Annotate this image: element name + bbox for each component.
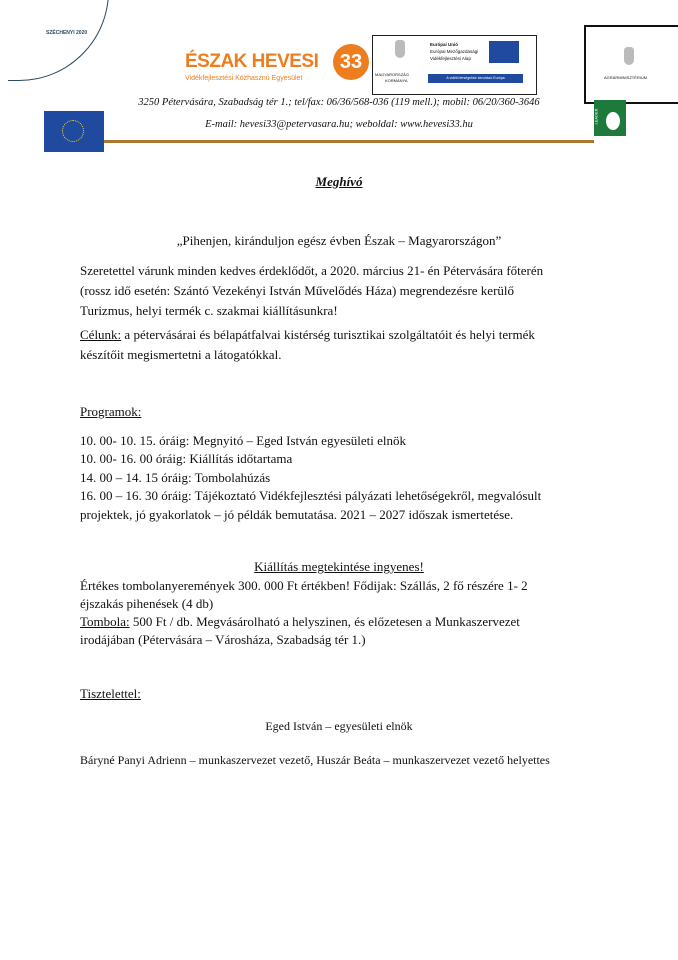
- number-badge: 33: [333, 44, 369, 80]
- program-item: projektek, jó gyakorlatok – jó példák bemutatása. 2021 – 2027 időszak ismertetése.: [80, 507, 514, 522]
- programs-heading: Programok:: [80, 404, 142, 419]
- goal-line: készítőit megismertetni a látogatókkal.: [80, 347, 282, 362]
- staff-line: Báryné Panyi Adrienn – munkaszervezet vezető, Huszár Beáta – munkaszervezet vezető helyettes: [80, 753, 550, 767]
- eszak-hevesi-logo: ÉSZAK HEVESI Vidékfejlesztési Közhasznú Egyesület 33: [185, 44, 371, 102]
- coat-of-arms-icon: [624, 47, 634, 65]
- free-entry-note: Kiállítás megtekintése ingyenes!: [254, 559, 424, 574]
- eu-fund-box: MAGYARORSZÁG KORMÁNYA Európai Unió Európai Mezőgazdasági Vidékfejlesztési Alap A vidéki térségekbe beruházó Európa: [372, 35, 537, 95]
- eszak-hevesi-title: ÉSZAK HEVESI: [185, 51, 319, 72]
- tombola-line: irodájában (Pétervására – Városháza, Szabadság tér 1.): [80, 632, 366, 647]
- goal-line: Célunk: a pétervásárai és bélapátfalvai kistérség turisztikai szolgáltatóit és helyi termék: [80, 327, 535, 342]
- document-title: Meghívó: [315, 174, 363, 189]
- prizes-line: Értékes tombolanyeremények 300. 000 Ft értékben! Fődijak: Szállás, 2 fő részére 1- 2: [80, 578, 528, 593]
- coat-of-arms-icon: [395, 40, 405, 58]
- intro-line: Szeretettel várunk minden kedves érdeklődőt, a 2020. március 21- én Pétervására főterén: [80, 263, 544, 278]
- szechenyi-logo: SZÉCHENYI 2020: [8, 0, 109, 81]
- eu-flag: [44, 111, 104, 152]
- header-rule: [104, 140, 594, 143]
- tombola-line: Tombola: 500 Ft / db. Megvásárolható a helyszinen, és előzetesen a Munkaszervezet: [80, 614, 520, 629]
- eu-flag-icon: [489, 41, 519, 63]
- ministry-logo: AGRÁRMINISZTÉRIUM: [584, 25, 678, 104]
- prizes-line: éjszakás pihenések (4 db): [80, 596, 214, 611]
- address-line: 3250 Pétervására, Szabadság tér 1.; tel/fax: 06/36/568-036 (119 mell.); mobil: 06/20/360-3646: [138, 97, 540, 108]
- contact-line: E-mail: hevesi33@petervasara.hu; weboldal: www.hevesi33.hu: [205, 119, 473, 130]
- signatory: Eged István – egyesületi elnök: [265, 719, 413, 733]
- leader-logo: LEADER: [594, 100, 626, 136]
- program-item: 10. 00- 16. 00 óráig: Kiállítás időtartama: [80, 451, 293, 466]
- program-item: 16. 00 – 16. 30 óráig: Tájékoztató Vidékfejlesztési pályázati lehetőségekről, megvalósult: [80, 488, 542, 503]
- program-item: 14. 00 – 14. 15 óráig: Tombolahúzás: [80, 470, 271, 485]
- closing: Tisztelettel:: [80, 686, 141, 701]
- program-item: 10. 00- 10. 15. óráig: Megnyitó – Eged István egyesületi elnök: [80, 433, 407, 448]
- intro-line: Turizmus, helyi termék c. szakmai kiállításunkra!: [80, 303, 338, 318]
- slogan: „Pihenjen, kiránduljon egész évben Észak – Magyarországon”: [176, 233, 502, 248]
- intro-line: (rossz idő esetén: Szántó Vezekényi István Művelődés Háza) megrendezésre kerülő: [80, 283, 515, 298]
